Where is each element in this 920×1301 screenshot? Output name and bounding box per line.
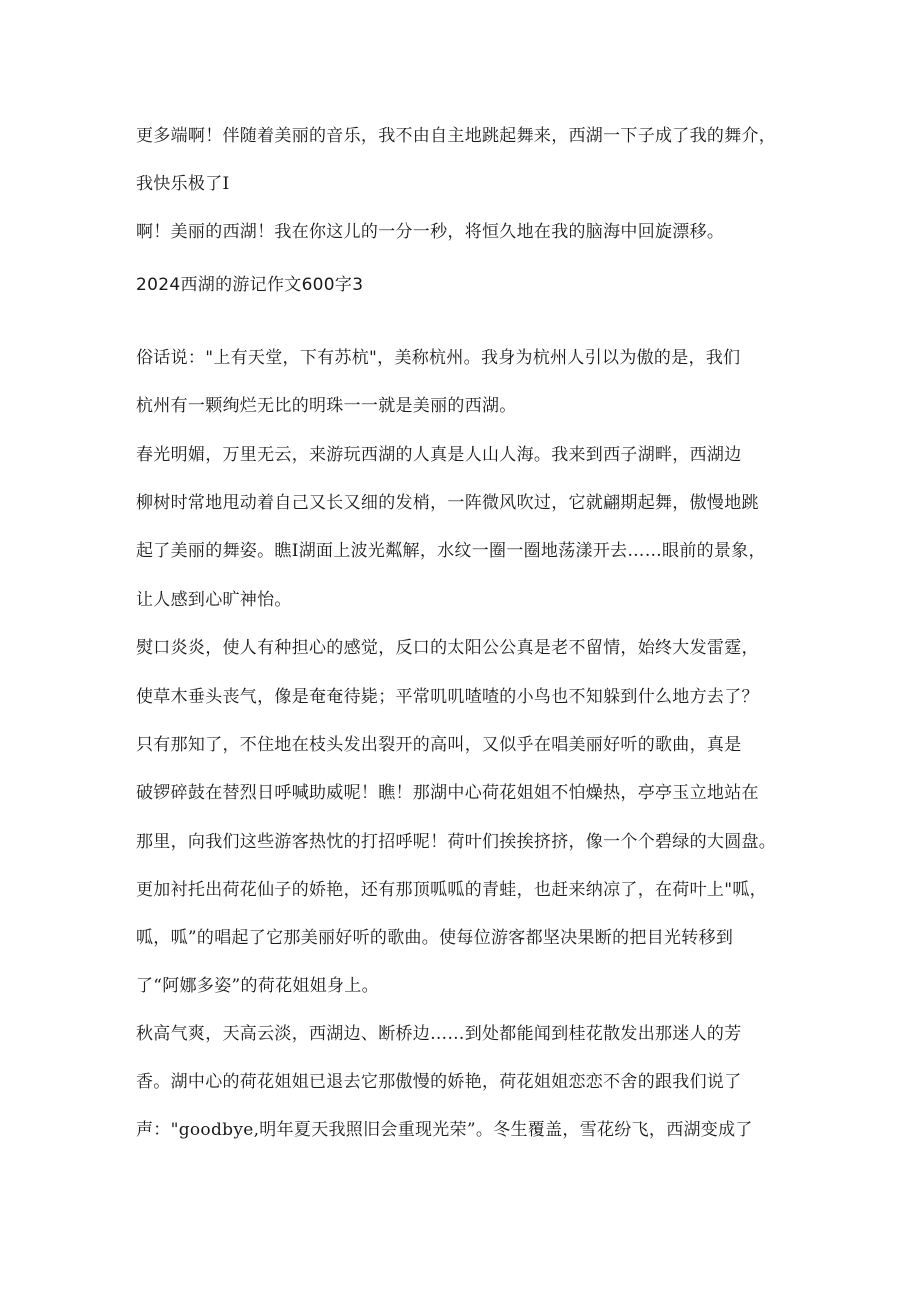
text-line: 让人感到心旷神怡。 bbox=[136, 590, 292, 610]
text-line: 更多端啊！伴随着美丽的音乐，我不由自主地跳起舞来，西湖一下子成了我的舞介， bbox=[136, 126, 777, 146]
section-heading: 2024西湖的游记作文600字3 bbox=[136, 275, 364, 295]
text-line: 香。湖中心的荷花姐姐已退去它那傲慢的娇艳，荷花姐姐恋恋不舍的跟我们说了 bbox=[136, 1072, 742, 1092]
text-line: 杭州有一颗绚烂无比的明珠一一就是美丽的西湖。 bbox=[136, 396, 517, 416]
text-line: 那里，向我们这些游客热忱的打招呼呢！荷叶们挨挨挤挤，像一个个碧绿的大圆盘。 bbox=[136, 832, 777, 852]
text-line: 只有那知了，不住地在枝头发出裂开的高叫，又似乎在唱美丽好听的歌曲，真是 bbox=[136, 735, 742, 755]
text-line: 柳树时常地甩动着自己又长又细的发梢，一阵微风吹过，它就翩期起舞，傲慢地跳 bbox=[136, 493, 759, 513]
text-line: 使草木垂头丧气，像是奄奄待毙；平常叽叽喳喳的小鸟也不知躲到什么地方去了？ bbox=[136, 687, 759, 707]
text-line: 熨口炎炎，使人有种担心的感觉，反口的太阳公公真是老不留情，始终大发雷霆， bbox=[136, 638, 759, 658]
text-line: 我快乐极了I bbox=[136, 174, 230, 194]
text-line: 呱，呱”的唱起了它那美丽好听的歌曲。使每位游客都坚决果断的把目光转移到 bbox=[136, 928, 734, 948]
text-line: 更加衬托出荷花仙子的娇艳，还有那顶呱呱的青蛙，也赶来纳凉了，在荷叶上"呱， bbox=[136, 880, 767, 900]
text-line: 秋高气爽，天高云淡，西湖边、断桥边……到处都能闻到桂花散发出那迷人的芳 bbox=[136, 1024, 742, 1044]
text-line: 破锣碎鼓在替烈日呼喊助威呢！瞧！那湖中心荷花姐姐不怕燥热，亭亭玉立地站在 bbox=[136, 783, 759, 803]
text-line: 起了美丽的舞姿。瞧I湖面上波光粼解，水纹一圈一圈地荡漾开去……眼前的景象， bbox=[136, 541, 766, 561]
text-line: 啊！美丽的西湖！我在你这儿的一分一秒，将恒久地在我的脑海中回旋漂移。 bbox=[136, 222, 725, 242]
text-line: 俗话说："上有天堂，下有苏杭"，美称杭州。我身为杭州人引以为傲的是，我们 bbox=[136, 348, 741, 368]
text-line: 春光明媚，万里无云，来游玩西湖的人真是人山人海。我来到西子湖畔，西湖边 bbox=[136, 445, 742, 465]
text-line: 了“阿娜多姿”的荷花姐姐身上。 bbox=[136, 976, 379, 996]
text-line: 声："goodbye,明年夏天我照旧会重现光荣”。冬生覆盖，雪花纷飞，西湖变成了 bbox=[136, 1120, 753, 1140]
